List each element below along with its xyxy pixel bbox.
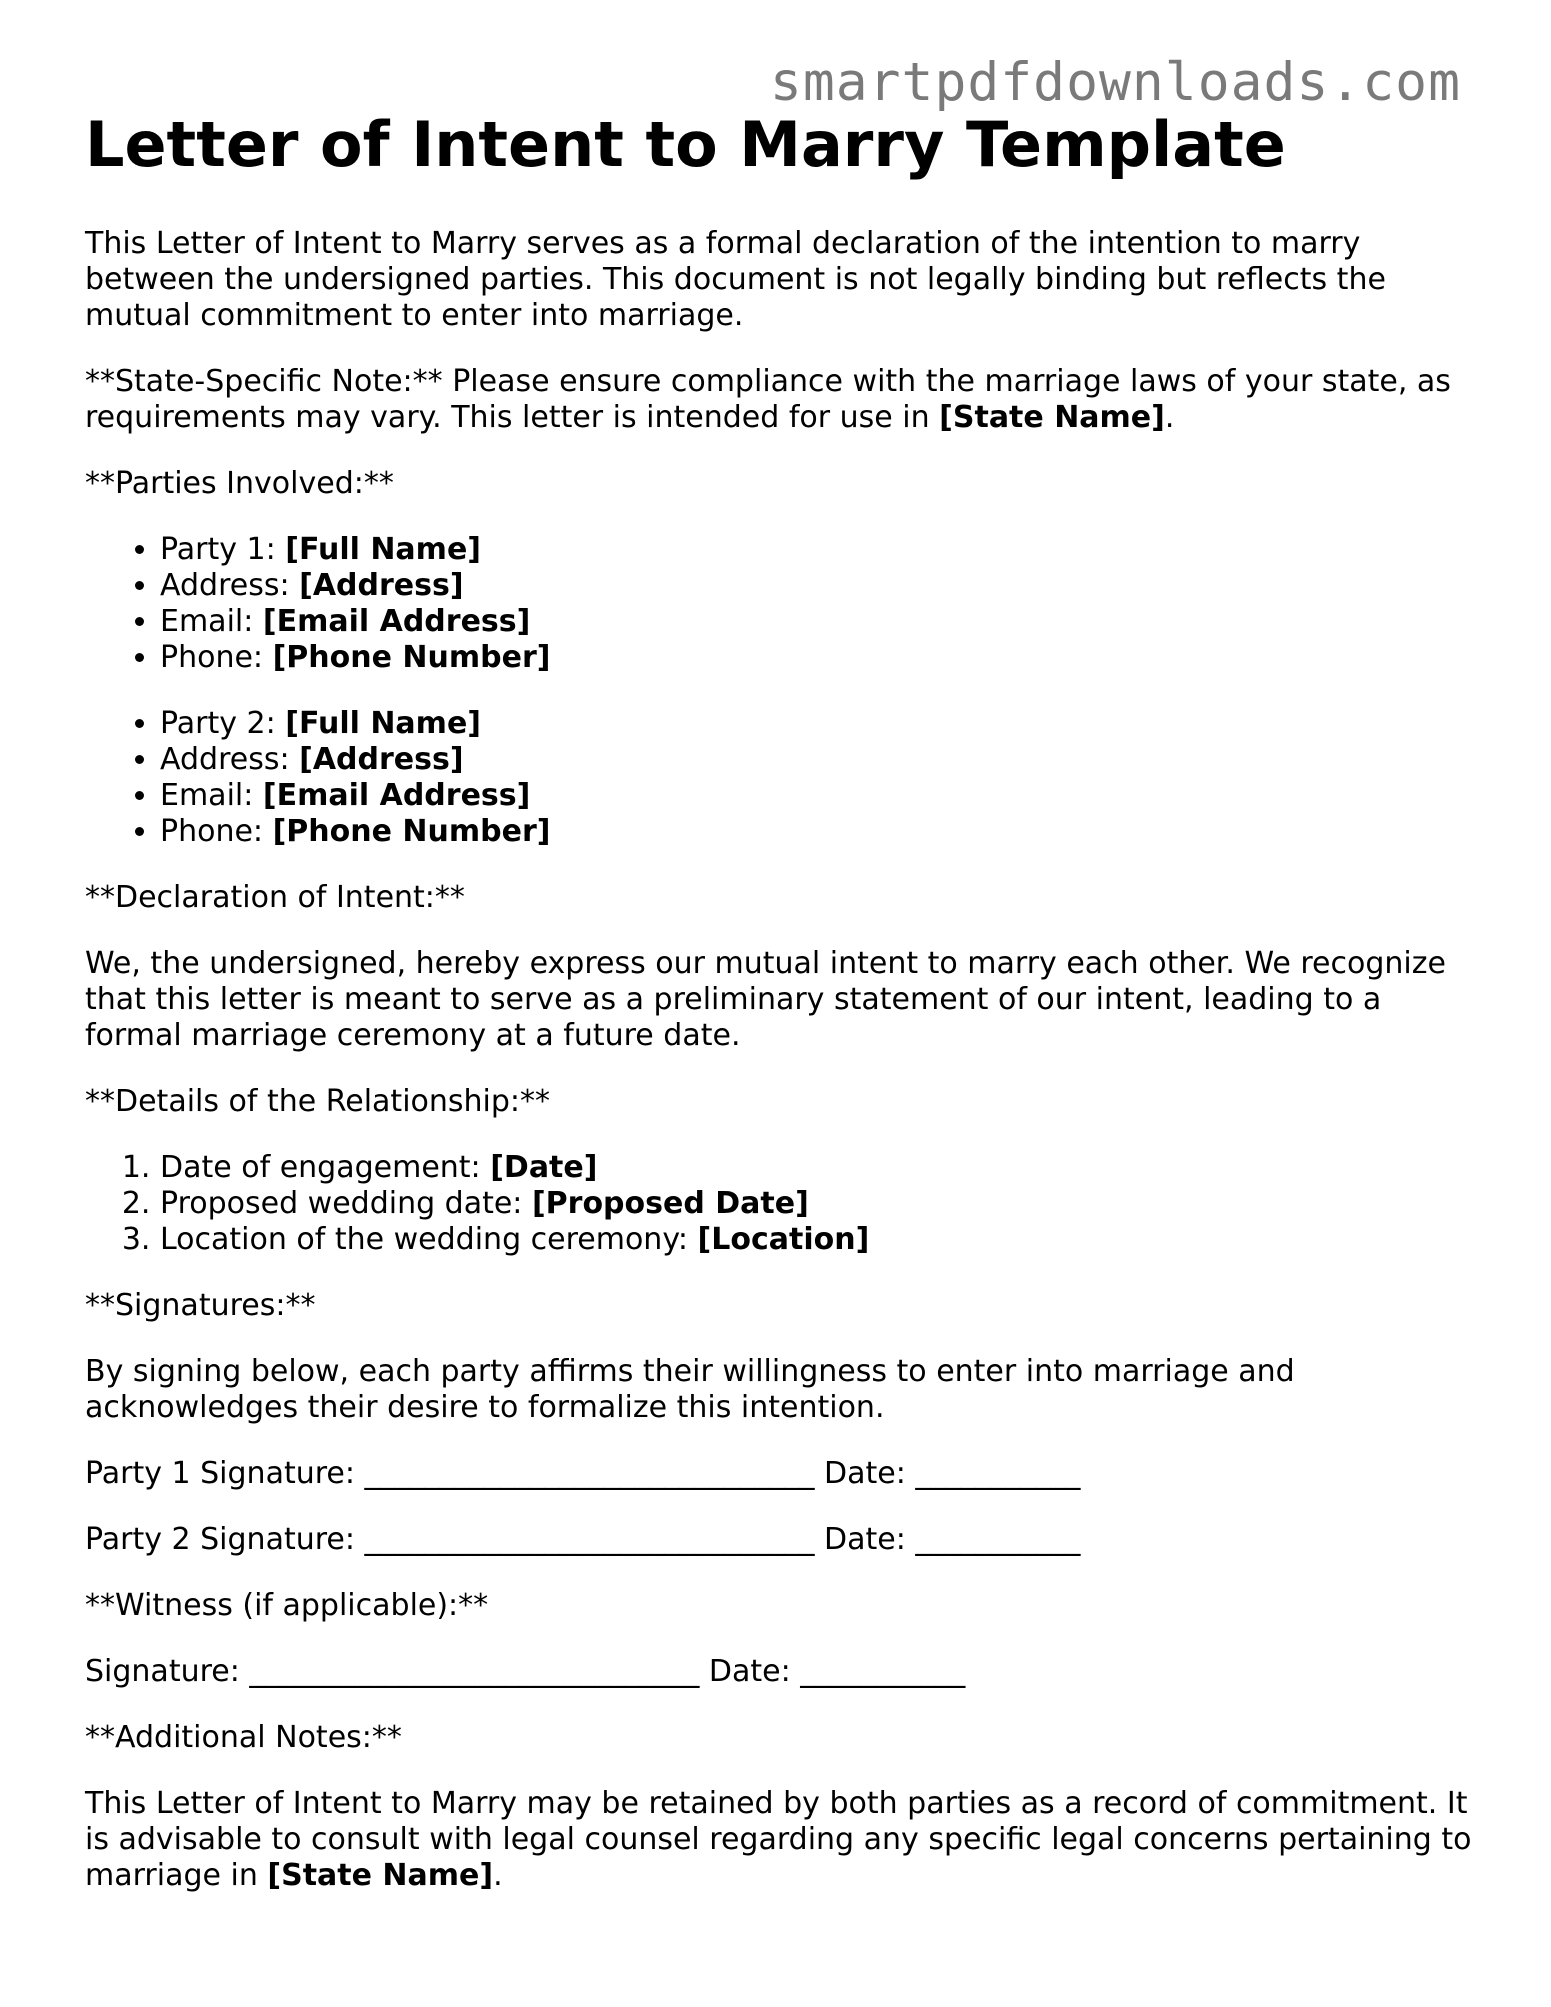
party-1-signature-line: Party 1 Signature: ______________________________ Date: ___________ <box>85 1456 1081 1491</box>
witness-signature-line: Signature: ______________________________ Date: ___________ <box>85 1654 966 1689</box>
party-2-phone-value: [Phone Number] <box>272 814 551 849</box>
details-heading: **Details of the Relationship:** <box>85 1084 551 1119</box>
list-item <box>160 568 1475 604</box>
state-note-text: **State-Specific Note:** Please ensure compliance with the marriage laws of your state, as requirements may vary. This letter is intended for use in <box>85 364 1451 435</box>
party-2-address-value: [Address] <box>299 742 464 777</box>
wedding-date-label: Proposed wedding date: <box>160 1186 532 1221</box>
party-2-name-label: Party 2: <box>160 706 286 741</box>
list-item <box>160 532 1475 568</box>
party-1-list <box>85 532 1475 676</box>
state-note-paragraph <box>85 364 1475 436</box>
list-item <box>160 640 1475 676</box>
intro-paragraph: This Letter of Intent to Marry serves as a formal declaration of the intention to marry between the undersigned parties. This document is not legally binding but reflects the mutual commitment to enter into marriage. <box>85 226 1386 333</box>
notes-paragraph <box>85 1786 1475 1894</box>
location-value: [Location] <box>697 1222 870 1257</box>
notes-state-placeholder: [State Name] <box>267 1858 494 1893</box>
declaration-paragraph: We, the undersigned, hereby express our mutual intent to marry each other. We recognize that this letter is meant to serve as a preliminary statement of our intent, leading to a formal marriage ceremony at a future date. <box>85 946 1446 1053</box>
engagement-date-value: [Date] <box>490 1150 598 1185</box>
watermark: smartpdfdownloads.com <box>769 52 1461 113</box>
signatures-paragraph: By signing below, each party affirms their willingness to enter into marriage and acknowledges their desire to formalize this intention. <box>85 1354 1295 1425</box>
party-1-email-value: [Email Address] <box>262 604 531 639</box>
party-1-phone-value: [Phone Number] <box>272 640 551 675</box>
list-item <box>160 1222 1475 1258</box>
list-item <box>160 778 1475 814</box>
party-1-address-label: Address: <box>160 568 300 603</box>
details-list <box>85 1150 1475 1258</box>
witness-heading: **Witness (if applicable):** <box>85 1588 489 1623</box>
party-1-email-label: Email: <box>160 604 263 639</box>
party-1-phone-label: Phone: <box>160 640 273 675</box>
document-page <box>85 108 1475 1924</box>
list-item <box>160 604 1475 640</box>
party-1-name-value: [Full Name] <box>285 532 481 567</box>
party-2-signature-line: Party 2 Signature: ______________________________ Date: ___________ <box>85 1522 1081 1557</box>
list-item <box>160 1186 1475 1222</box>
parties-heading: **Parties Involved:** <box>85 466 394 501</box>
party-2-address-label: Address: <box>160 742 300 777</box>
party-2-phone-label: Phone: <box>160 814 273 849</box>
notes-text: This Letter of Intent to Marry may be retained by both parties as a record of commitment. It is advisable to consult with legal counsel regarding any specific legal concerns pertaining to marriage in <box>85 1786 1472 1893</box>
party-2-email-label: Email: <box>160 778 263 813</box>
party-2-name-value: [Full Name] <box>285 706 481 741</box>
notes-heading: **Additional Notes:** <box>85 1720 402 1755</box>
party-2-email-value: [Email Address] <box>262 778 531 813</box>
page-title: Letter of Intent to Marry Template <box>85 108 1286 181</box>
wedding-date-value: [Proposed Date] <box>531 1186 809 1221</box>
list-item <box>160 1150 1475 1186</box>
declaration-heading: **Declaration of Intent:** <box>85 880 465 915</box>
signatures-heading: **Signatures:** <box>85 1288 316 1323</box>
state-note-end: . <box>1164 400 1175 435</box>
party-2-list <box>85 706 1475 850</box>
state-name-placeholder: [State Name] <box>939 400 1165 435</box>
location-label: Location of the wedding ceremony: <box>160 1222 698 1257</box>
list-item <box>160 814 1475 850</box>
engagement-date-label: Date of engagement: <box>160 1150 491 1185</box>
party-1-address-value: [Address] <box>299 568 464 603</box>
list-item <box>160 742 1475 778</box>
party-1-name-label: Party 1: <box>160 532 286 567</box>
list-item <box>160 706 1475 742</box>
notes-end: . <box>493 1858 503 1893</box>
